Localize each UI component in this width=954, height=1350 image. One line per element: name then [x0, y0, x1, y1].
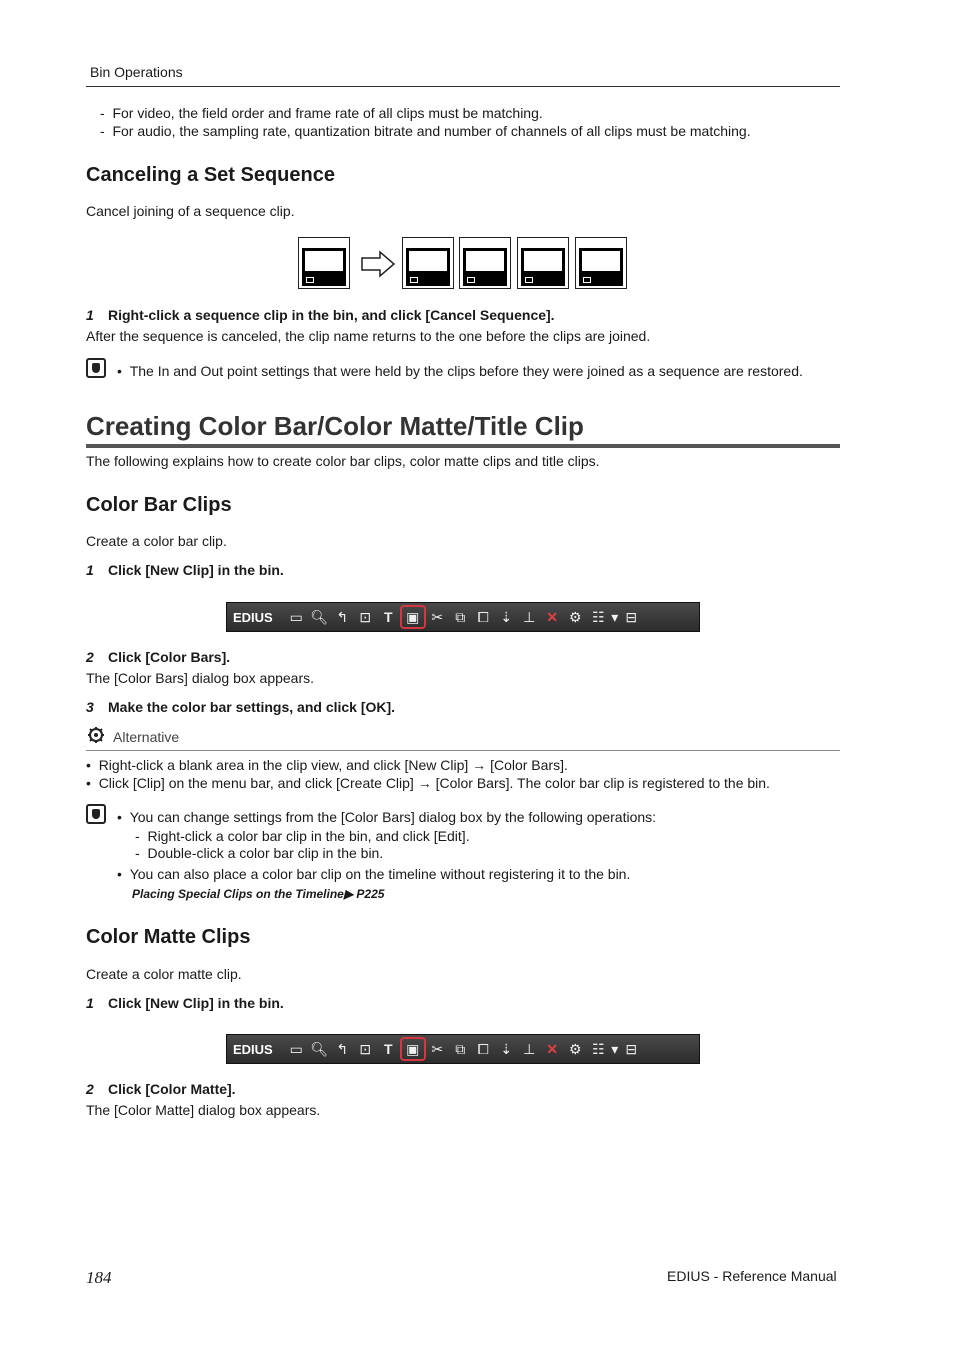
step-text: Click [New Clip] in the bin.: [108, 995, 284, 1011]
chevron-down-icon[interactable]: ▾: [611, 609, 619, 625]
bin-icon[interactable]: ⊟: [625, 609, 638, 625]
manual-title: EDIUS - Reference Manual: [667, 1268, 837, 1284]
alternative-label: Alternative: [113, 729, 180, 745]
chevron-down-icon[interactable]: ▾: [611, 1041, 619, 1057]
step-1: [86, 562, 284, 578]
player-icon[interactable]: ⇣: [500, 609, 513, 625]
note-icon: [86, 358, 106, 378]
properties-icon[interactable]: ⚙︎: [568, 609, 582, 625]
header-divider: [86, 86, 840, 87]
link-page[interactable]: P225: [356, 887, 385, 901]
properties-icon[interactable]: ⚙︎: [568, 1041, 582, 1057]
step-result: The [Color Bars] dialog box appears.: [86, 670, 315, 686]
step-number: 3: [86, 699, 94, 715]
list-item: • Click [Clip] on the menu bar, and click [Create Clip] → [Color Bars]. The color bar clip is registered to the bin.: [86, 775, 770, 791]
running-header: Bin Operations: [90, 64, 183, 80]
list-item-text: Double-click a color bar clip in the bin.: [147, 845, 384, 861]
section-title-colorbar: Color Bar Clips: [86, 494, 232, 516]
edius-logo: EDIUS: [233, 1041, 273, 1057]
search-icon[interactable]: 🔍︎: [310, 1041, 329, 1057]
search-icon[interactable]: 🔍︎: [310, 609, 329, 625]
step-number: 2: [86, 1081, 94, 1097]
step-result: After the sequence is canceled, the clip name returns to the one before the clips are joined.: [86, 328, 651, 344]
step-number: 1: [86, 307, 94, 323]
step-number: 2: [86, 649, 94, 665]
chapter-title: Creating Color Bar/Color Matte/Title Clip: [86, 411, 584, 441]
list-item: - Double-click a color bar clip in the bin.: [135, 845, 384, 861]
bin-toolbar: [226, 602, 700, 632]
list-item-text: For video, the field order and frame rate of all clips must be matching.: [112, 105, 543, 121]
up-folder-icon[interactable]: ↰: [336, 1041, 349, 1057]
note: • The In and Out point settings that were held by the clips before they were joined as a sequence are restored.: [117, 363, 803, 379]
step-number: 1: [86, 562, 94, 578]
sequence-clip-thumbnail: [298, 237, 350, 289]
chapter-divider: [86, 444, 840, 448]
step-result: The [Color Matte] dialog box appears.: [86, 1102, 321, 1118]
section-description: Cancel joining of a sequence clip.: [86, 203, 295, 219]
edius-logo: EDIUS: [233, 609, 273, 625]
section-title-cancel: Canceling a Set Sequence: [86, 164, 335, 186]
link-text[interactable]: Placing Special Clips on the Timeline: [132, 887, 344, 901]
alternative-divider: [86, 750, 840, 751]
title-icon[interactable]: T: [383, 1041, 393, 1057]
step-1: [86, 307, 555, 323]
note: • You can change settings from the [Color Bars] dialog box by the following operations:: [117, 809, 657, 825]
title-icon[interactable]: T: [383, 609, 393, 625]
player-icon[interactable]: ⇣: [500, 1041, 513, 1057]
folder-icon[interactable]: ▭: [289, 1041, 303, 1057]
timeline-icon[interactable]: ⊥: [523, 609, 536, 625]
clip-thumbnail: [402, 237, 454, 289]
list-item-text: Right-click a color bar clip in the bin, and click [Edit].: [147, 828, 470, 844]
step-2: [86, 1081, 236, 1097]
note: • You can also place a color bar clip on the timeline without registering it to the bin.: [117, 866, 631, 882]
view-icon[interactable]: ☷: [591, 1041, 605, 1057]
step-3: [86, 699, 395, 715]
new-clip-button[interactable]: ▣: [400, 605, 426, 629]
delete-icon[interactable]: ✕: [546, 609, 559, 625]
bin-icon[interactable]: ⊟: [625, 1041, 638, 1057]
folder-icon[interactable]: ▭: [289, 609, 303, 625]
copy-icon[interactable]: ⧉: [455, 609, 466, 625]
chapter-description: The following explains how to create color bar clips, color matte clips and title clips.: [86, 453, 600, 469]
list-item: - Right-click a color bar clip in the bin, and click [Edit].: [135, 828, 470, 844]
view-icon[interactable]: ☷: [591, 609, 605, 625]
list-item: - For audio, the sampling rate, quantization bitrate and number of channels of all clips must be matching.: [100, 123, 751, 139]
section-title-colormatte: Color Matte Clips: [86, 926, 251, 948]
step-text: Right-click a sequence clip in the bin, and click [Cancel Sequence].: [108, 307, 555, 323]
add-clip-icon[interactable]: ⊡: [359, 609, 372, 625]
paste-icon[interactable]: ⧠: [477, 609, 489, 625]
section-description: Create a color matte clip.: [86, 966, 242, 982]
new-clip-button[interactable]: ▣: [400, 1037, 426, 1061]
list-item: • Right-click a blank area in the clip view, and click [New Clip] → [Color Bars].: [86, 757, 568, 773]
note-text: The In and Out point settings that were held by the clips before they were joined as a sequence are restored.: [129, 363, 803, 379]
step-text: Click [Color Bars].: [108, 649, 231, 665]
step-text: Make the color bar settings, and click [OK].: [108, 699, 396, 715]
cross-reference-link[interactable]: [132, 887, 384, 901]
paste-icon[interactable]: ⧠: [477, 1041, 489, 1057]
list-item-text: For audio, the sampling rate, quantization bitrate and number of channels of all clips must be matching.: [112, 123, 751, 139]
cut-icon[interactable]: ✂: [431, 609, 444, 625]
page-number: 184: [86, 1268, 112, 1287]
step-number: 1: [86, 995, 94, 1011]
section-description: Create a color bar clip.: [86, 533, 227, 549]
list-item: - For video, the field order and frame rate of all clips must be matching.: [100, 105, 543, 121]
list-item-text: Right-click a blank area in the clip view, and click [New Clip] → [Color Bars].: [98, 757, 568, 773]
clip-thumbnail: [459, 237, 511, 289]
step-text: Click [New Clip] in the bin.: [108, 562, 284, 578]
bin-toolbar: [226, 1034, 700, 1064]
clip-thumbnail: [575, 237, 627, 289]
step-1: [86, 995, 284, 1011]
delete-icon[interactable]: ✕: [546, 1041, 559, 1057]
cut-icon[interactable]: ✂: [431, 1041, 444, 1057]
timeline-icon[interactable]: ⊥: [523, 1041, 536, 1057]
clip-thumbnail: [517, 237, 569, 289]
copy-icon[interactable]: ⧉: [455, 1041, 466, 1057]
step-text: Click [Color Matte].: [108, 1081, 236, 1097]
note-text: You can change settings from the [Color Bars] dialog box by the following operations:: [129, 809, 657, 825]
add-clip-icon[interactable]: ⊡: [359, 1041, 372, 1057]
arrow-right-icon: [360, 250, 396, 278]
note-text: You can also place a color bar clip on the timeline without registering it to the bin.: [129, 866, 631, 882]
step-2: [86, 649, 230, 665]
list-item-text: Click [Clip] on the menu bar, and click [Create Clip] → [Color Bars]. The color bar clip is registered to the bin.: [98, 775, 770, 791]
up-folder-icon[interactable]: ↰: [336, 609, 349, 625]
arrow-right-icon: ▶: [343, 887, 354, 901]
note-icon: [86, 804, 106, 824]
alternative-icon: [87, 726, 105, 744]
